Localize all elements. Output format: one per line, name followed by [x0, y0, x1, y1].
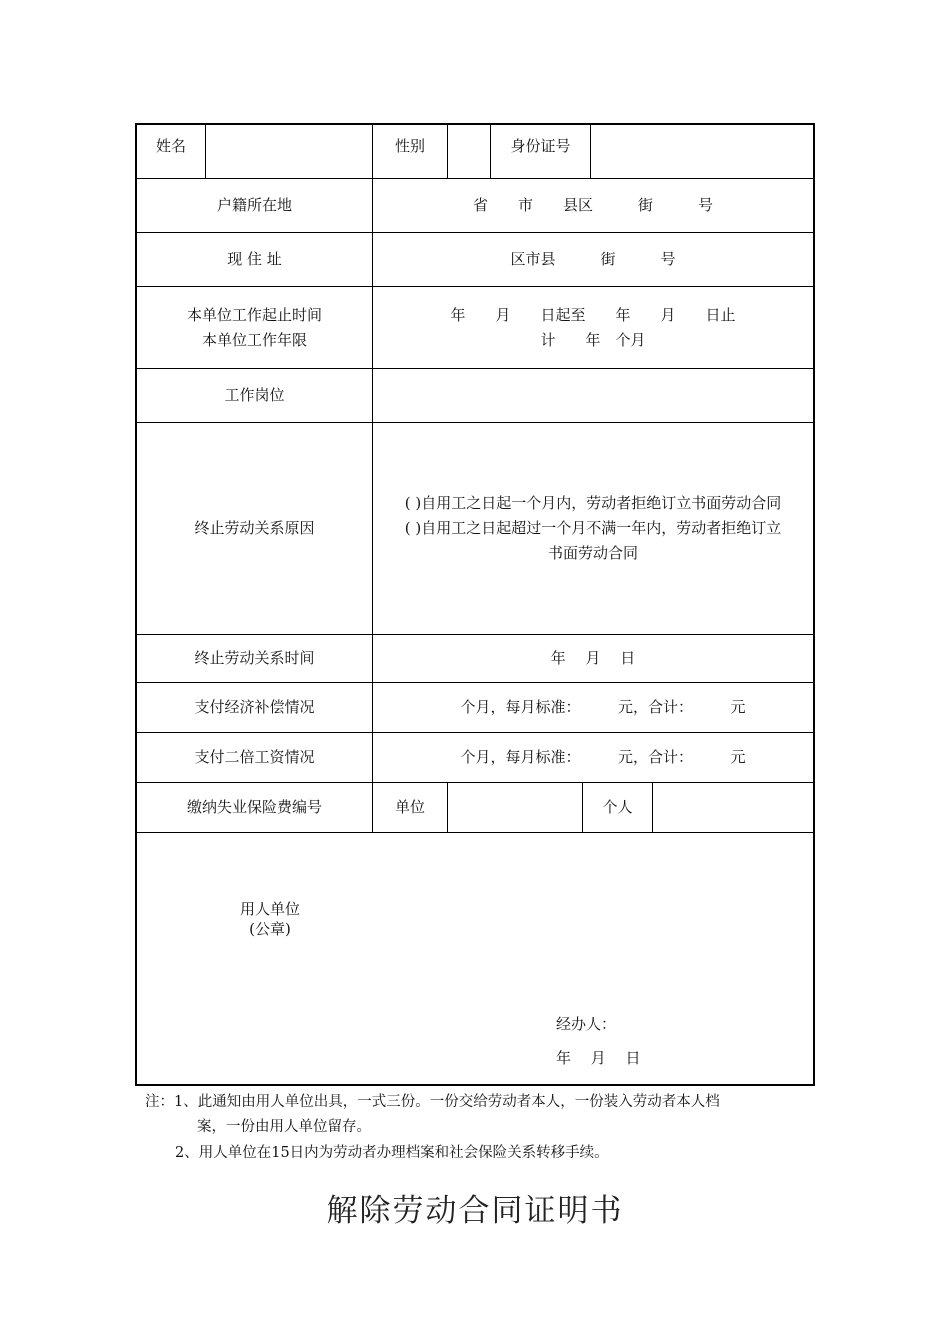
sign-date: 年 月 日 — [556, 1049, 641, 1067]
compensation-field[interactable]: 个月，每月标准： 元，合计： 元 — [372, 683, 813, 732]
row-work-period — [137, 287, 813, 369]
row-termination-reason — [137, 423, 813, 635]
work-period-label-1: 本单位工作起止时间 — [186, 305, 322, 324]
unit-number-field[interactable] — [447, 783, 582, 832]
double-wage-field[interactable]: 个月，每月标准： 元，合计： 元 — [372, 733, 813, 782]
termination-time-field[interactable]: 年 月 日 — [372, 635, 813, 682]
name-label: 姓名 — [155, 137, 186, 155]
hukou-field[interactable]: 省 市 县区 街 号 — [372, 179, 813, 232]
note-1: 注：1、此通知由用人单位出具，一式三份。一份交给劳动者本人，一份装入劳动者本人档 — [145, 1094, 720, 1110]
termination-reason-field[interactable] — [372, 423, 813, 634]
row-unemployment-insurance — [137, 783, 813, 833]
hukou-label: 户籍所在地 — [216, 196, 292, 215]
row-hukou — [137, 179, 813, 233]
address-field[interactable]: 区市县 街 号 — [372, 233, 813, 286]
id-field[interactable] — [590, 125, 813, 178]
personal-label: 个人 — [582, 783, 652, 832]
notes — [145, 1090, 825, 1166]
reason-option-1[interactable]: ( )自用工之日起一个月内，劳动者拒绝订立书面劳动合同 — [404, 494, 782, 513]
address-label: 现 住 址 — [227, 250, 282, 269]
row-address — [137, 233, 813, 287]
unit-label: 单位 — [372, 783, 447, 832]
row-post — [137, 369, 813, 423]
post-label: 工作岗位 — [224, 386, 285, 405]
work-period-label — [137, 287, 372, 368]
row-identity — [137, 125, 813, 179]
compensation-label: 支付经济补偿情况 — [194, 698, 315, 717]
row-compensation — [137, 683, 813, 733]
row-termination-time — [137, 635, 813, 683]
gender-field[interactable] — [447, 125, 490, 178]
note-1-cont: 案，一份由用人单位留存。 — [197, 1119, 371, 1136]
insurance-label: 缴纳失业保险费编号 — [186, 798, 322, 817]
work-period-field[interactable] — [372, 287, 813, 368]
row-double-wage — [137, 733, 813, 783]
work-period-value-1: 年 月 日起至 年 月 日止 — [450, 305, 736, 324]
reason-option-2[interactable]: ( )自用工之日起超过一个月不满一年内，劳动者拒绝订立 — [404, 519, 782, 538]
personal-number-field[interactable] — [652, 783, 813, 832]
note-2: 2、用人单位在15日内为劳动者办理档案和社会保险关系转移手续。 — [175, 1144, 609, 1161]
seal-label: (公章) — [249, 919, 291, 938]
gender-label: 性别 — [372, 125, 447, 178]
certificate-form-table — [135, 123, 815, 1086]
document-title: 解除劳动合同证明书 — [326, 1193, 624, 1229]
termination-time-label: 终止劳动关系时间 — [194, 649, 315, 668]
row-signature-area — [137, 833, 813, 1084]
handler-label: 经办人： — [556, 1015, 617, 1033]
termination-reason-label: 终止劳动关系原因 — [194, 519, 315, 538]
double-wage-label: 支付二倍工资情况 — [194, 748, 315, 767]
employer-seal-area — [210, 900, 330, 939]
employer-label: 用人单位 — [239, 900, 300, 918]
name-field[interactable] — [205, 125, 372, 178]
reason-option-2-cont: 书面劳动合同 — [547, 543, 638, 562]
id-label: 身份证号 — [490, 125, 590, 178]
work-period-label-2: 本单位工作年限 — [201, 330, 307, 349]
work-period-value-2: 计 年 个月 — [540, 330, 646, 349]
post-field[interactable] — [372, 369, 813, 422]
